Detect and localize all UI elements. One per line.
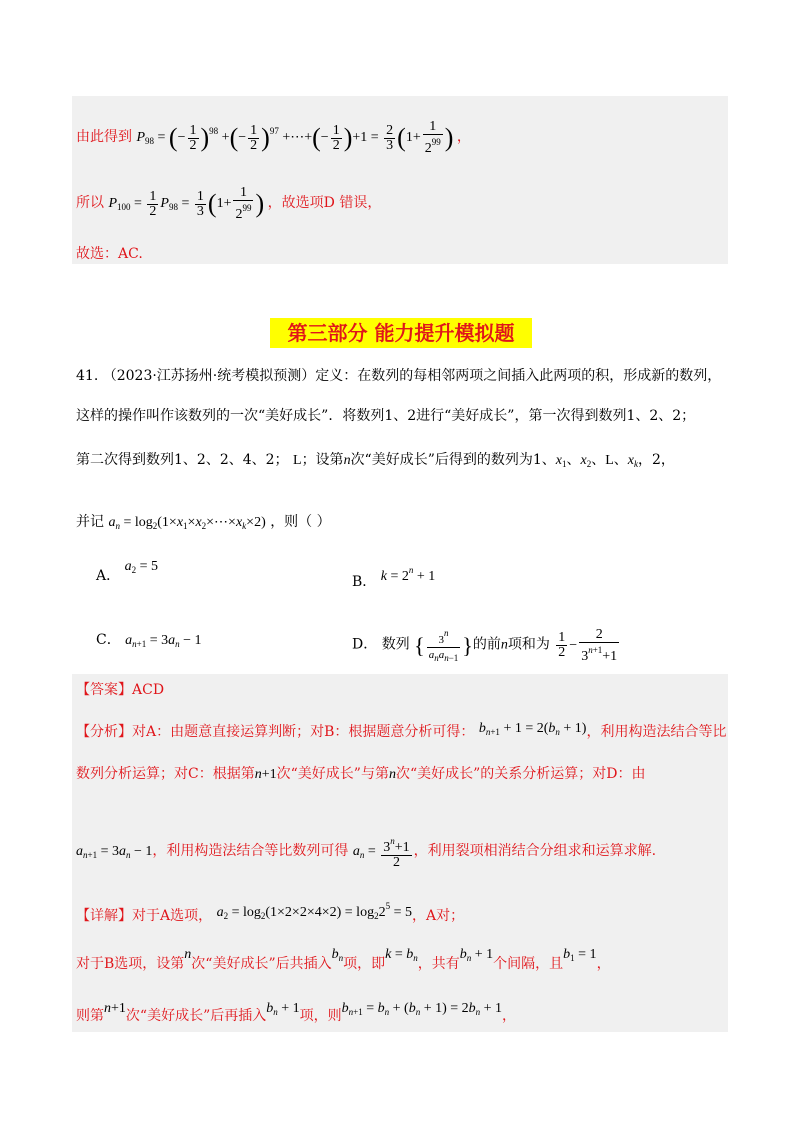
detail-line1: 【详解】对于A选项， $a_2 = \log_2(1\times 2\times 2\times 4\times 2) = \log_22^5 = 5$，A对；	[76, 901, 465, 924]
text: 则第	[76, 1008, 104, 1024]
detail-line3: 则第n+1次“美好成长”后再插入$b_n + 1$项，则$b_{n+1} = b_n + (b_n + 1) = 2b_n + 1$，	[76, 1001, 517, 1024]
text: 对于B选项，设第	[76, 956, 185, 972]
text: 次“美好成长”与第	[276, 766, 389, 782]
text: ，利用裂项相消结合分组求和运算求解.	[413, 843, 657, 860]
answer-line	[76, 680, 164, 700]
question-line4	[76, 512, 331, 536]
text: ，共有	[417, 956, 460, 972]
text: ，	[596, 956, 611, 972]
option-d[interactable]: D． 数列 { $\frac{3^n}{a_na_{n-1}}$ }的前n项和为 $\frac{1}{2}$ − $\frac{2}{3^{n+1}+1}$	[352, 626, 618, 664]
text: 的前	[472, 636, 501, 653]
text: ，A对；	[411, 908, 465, 924]
option-b[interactable]: B． $k = 2^n + 1$	[352, 565, 436, 590]
text: 由此得到	[76, 129, 132, 146]
text: 这样的操作叫作该数列的一次“美好成长”．将数列1、2进行“美好成长”，第一次得到数列1、2、2；	[76, 408, 696, 424]
text: ，故选项D 错误，	[267, 195, 382, 212]
text: ，	[456, 129, 471, 146]
analysis-line2: 数列分析运算；对C：根据第n+1次“美好成长”与第n次“美好成长”的关系分析运算；对D：由	[76, 766, 646, 782]
option-label: D．	[352, 636, 378, 653]
formula-p98: $P_{98}$ = (− $\frac{1}{2}$ )$^{98}$ +(− $\frac{1}{2}$ )$^{97}$ +⋯+(− $\frac{1}{2}$ )+1 = $\frac{2}{3}$ (1+ $\frac{1}{2^{99}}$ )	[136, 119, 454, 156]
question-line3: 第二次得到数列1、2、2、4、2； L；设第n次“美好成长”后得到的数列为1、$x_1$、$x_2$、L、$x_k$，2，	[76, 452, 675, 469]
option-label: A．	[96, 568, 121, 584]
text: ，	[502, 1008, 517, 1024]
section-title: 第三部分 能力提升模拟题	[270, 318, 532, 348]
analysis-line1: 【分析】对A：由题意直接运算判断；对B：根据题意分析可得： $b_{n+1} + 1 = 2(b_n + 1)$，利用构造法结合等比	[76, 721, 727, 740]
text: ，利用构造法结合等比	[586, 724, 727, 740]
question-source: （2023·江苏扬州·统考模拟预测）	[102, 368, 316, 384]
text: 数列分析运算；对C：根据第	[76, 766, 255, 782]
line-p100	[76, 186, 381, 222]
text: 项，即	[343, 956, 386, 972]
text: 次“美好成长”后共插入	[191, 956, 332, 972]
analysis-line3: $a_{n+1} = 3a_n - 1$，利用构造法结合等比数列可得 $a_n$ = $\frac{3^n+1}{2}$ ，利用裂项相消结合分组求和运算求解.	[76, 836, 657, 870]
answer-tag: 【答案】	[76, 682, 132, 698]
formula-p100: $P_{100}$ = $\frac{1}{2}$ $P_{98}$ = $\frac{1}{3}$ (1+ $\frac{1}{2^{99}}$ )	[108, 185, 265, 222]
text: 故选：AC.	[76, 246, 143, 262]
line-p98	[76, 120, 471, 156]
text: ，利用构造法结合等比数列可得	[152, 843, 349, 860]
text: 所以	[76, 195, 104, 212]
text: 次“美好成长”后得到的数列为1、	[350, 452, 556, 468]
text: 并记	[76, 514, 104, 530]
question-number: 41.	[76, 368, 99, 384]
question-line1	[76, 366, 721, 386]
text: ，2，	[638, 452, 675, 468]
option-c[interactable]: C． $a_{n+1} = 3a_n - 1$	[96, 632, 202, 649]
text: 次“美好成长”后再插入	[125, 1008, 267, 1024]
text: 次“美好成长”的关系分析运算；对D：由	[395, 766, 646, 782]
text: ；设第	[301, 452, 344, 468]
line-choice	[76, 244, 143, 264]
option-label: C．	[96, 632, 121, 648]
question-line2	[76, 406, 695, 426]
analysis-tag: 【分析】	[76, 724, 132, 740]
text: 第二次得到数列1、2、2、4、2；	[76, 452, 289, 468]
option-label: B．	[352, 574, 377, 590]
detail-line2: 对于B选项，设第n次“美好成长”后共插入$b_n$项，即$k = b_n$，共有$b_n + 1$个间隔，且$b_1 = 1$，	[76, 947, 611, 972]
text: 对A：由题意直接运算判断；对B：根据题意分析可得：	[132, 724, 475, 740]
detail-tag: 【详解】	[76, 908, 132, 924]
text: 个间隔，且	[493, 956, 564, 972]
formula-an: $a_n$ = $\log_2(1\times x_1\times x_2\times\cdots\times x_k\times 2)$	[108, 515, 266, 531]
text: 项，则	[299, 1008, 342, 1024]
text: 数列	[381, 636, 410, 653]
answer-value: ACD	[132, 682, 165, 698]
text: 定义：在数列的每相邻两项之间插入此两项的积，形成新的数列，	[315, 368, 722, 384]
text: 项和为	[507, 636, 550, 653]
option-a[interactable]: A． $a_2 = 5$	[96, 559, 158, 584]
text: ，则（ ）	[270, 514, 331, 530]
text: 对于A选项，	[132, 908, 213, 924]
